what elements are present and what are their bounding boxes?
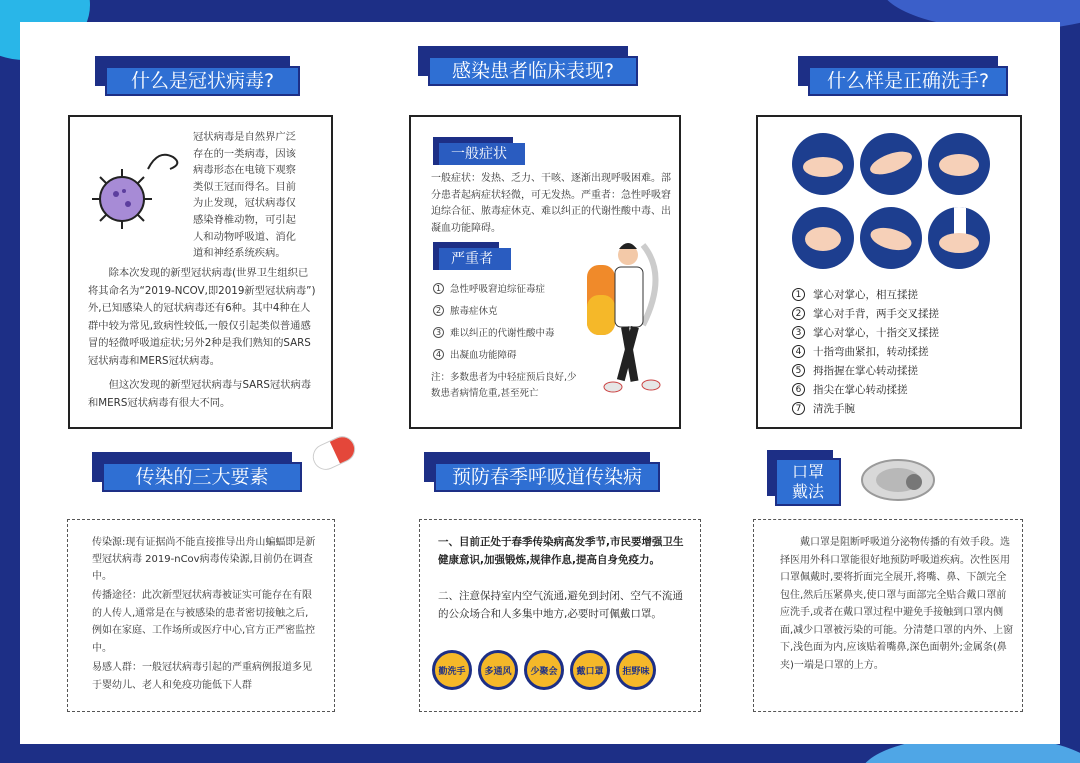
mask-title-line-1: 口罩: [791, 462, 824, 481]
badge-fewer-gatherings: 少聚会: [524, 650, 564, 690]
clinical-title-text: 感染患者临床表现?: [428, 56, 638, 86]
severe-item: 3 难以纠正的代谢性酸中毒: [433, 321, 593, 343]
prevention-point-1: 一、目前正处于春季传染病高发季节,市民要增强卫生健康意识,加强锻炼,规律作息,提高自身免疫力。: [438, 536, 684, 566]
virus-intro-line: 病毒形态在电镜下观察: [193, 164, 296, 177]
transmission-susceptible: 易感人群：一般冠状病毒引起的严重病例报道多见于婴幼儿、老人和免疫功能低下人群: [92, 662, 312, 691]
badge-wear-mask: 戴口罩: [570, 650, 610, 690]
handwash-title-text: 什么样是正确洗手?: [808, 66, 1008, 96]
handwash-steps-list: [792, 285, 1012, 418]
handwash-step-image: [792, 207, 854, 269]
virus-paragraph-2: 除本次发现的新型冠状病毒(世界卫生组织已将其命名为“2019-NCOV,即2019新型冠状病毒”)外,已知感染人的冠状病毒还有6种。其中4种在人群中较为常见,致病性较低,一般仅引起类似普通感冒的轻微呼吸道症状;另外2种是我们熟知的SARS冠状病毒和MERS冠状病毒。: [88, 267, 316, 367]
general-symptoms-text: 一般症状：发热、乏力、干咳、逐渐出现呼吸困难。部分患者起病症状轻微，可无发热。严重者：急性呼吸窘迫综合征、脓毒症休克、难以纠正的代谢性酸中毒、出凝血功能障碍。: [431, 173, 671, 234]
mask-panel: [753, 519, 1023, 712]
virus-paragraph-3: 但这次发现的新型冠状病毒与SARS冠状病毒和MERS冠状病毒有很大不同。: [88, 379, 312, 409]
handwash-panel: [756, 115, 1022, 429]
virus-title-text: 什么是冠状病毒?: [105, 66, 300, 96]
hands-rubbing-icon: [860, 207, 922, 269]
handwash-step: 6 指尖在掌心转动揉搓: [792, 380, 1012, 399]
badge-ventilate: 多通风: [478, 650, 518, 690]
severe-tag: 严重者: [433, 248, 511, 270]
virus-intro-line: 为止发现，冠状病毒仅: [193, 197, 296, 210]
hands-rubbing-icon: [928, 207, 990, 269]
hands-rubbing-icon: [860, 133, 922, 195]
virus-title: [95, 56, 300, 96]
handwash-step-image: [928, 133, 990, 195]
virus-intro-line: 类似王冠而得名。目前: [193, 180, 296, 193]
clinical-panel: [409, 115, 681, 429]
clinical-note: 注：多数患者为中轻症预后良好,少数患者病情危重,甚至死亡: [431, 372, 577, 399]
handwash-step-image: [792, 133, 854, 195]
capsule-pill-icon: [309, 432, 360, 474]
badge-wash-hands: 勤洗手: [432, 650, 472, 690]
hands-rubbing-icon: [928, 133, 990, 195]
handwash-step-image: [860, 207, 922, 269]
prevention-point-2: 二、注意保持室内空气流通,避免到封闭、空气不流通的公众场合和人多集中地方,必要时可佩戴口罩。: [438, 590, 683, 620]
transmission-title-text: 传染的三大要素: [102, 462, 302, 492]
virus-icon: [88, 139, 188, 239]
handwash-step: 3 掌心对掌心，十指交叉揉搓: [792, 323, 1012, 342]
clinical-title: [418, 46, 638, 86]
mask-title: [767, 450, 842, 506]
transmission-route: 传播途径：此次新型冠状病毒被证实可能存在有限的人传人,通常是在与被感染的患者密切接触之后,例如在家庭、工作场所或医疗中心,官方正严密监控中。: [92, 590, 316, 654]
general-symptoms-tag: 一般症状: [433, 143, 525, 165]
severe-item: 2 脓毒症休克: [433, 299, 593, 321]
handwash-step: 7 清洗手腕: [792, 399, 1012, 418]
transmission-title: [92, 452, 302, 492]
badge-no-wildlife: 拒野味: [616, 650, 656, 690]
severe-item: 4 出凝血功能障碍: [433, 343, 593, 365]
mask-instructions: 戴口罩是阻断呼吸道分泌物传播的有效手段。选择医用外科口罩能很好地预防呼吸道疾病。次性医用口罩佩戴时,要将折面完全展开,将嘴、鼻、下颌完全包住,然后压紧鼻夹,使口罩与面部完全贴合戴口罩前应洗手,或者在戴口罩过程中避免手接触到口罩内侧面,减少口罩被污染的可能。分清楚口罩的内外、上窗下,浅色面为内,应该贴着嘴鼻,深色面朝外;金属条(鼻夹)一端是口罩的上方。: [780, 537, 1014, 671]
doctor-spraying-icon: [583, 235, 673, 415]
severe-item: 1 急性呼吸窘迫综征毒症: [433, 277, 593, 299]
virus-intro-line: 人和动物呼吸道、消化: [193, 230, 296, 243]
severe-list: [433, 277, 593, 365]
handwash-step: 5 拇指握在掌心转动揉搓: [792, 361, 1012, 380]
prevention-title: [424, 452, 660, 492]
leaflet-sheet: [20, 22, 1060, 744]
virus-intro-line: 存在的一类病毒，因该: [193, 147, 296, 160]
virus-intro-line: 道和神经系统疾病。: [193, 247, 286, 260]
virus-intro: [193, 129, 325, 262]
virus-panel: [68, 115, 333, 429]
hands-rubbing-icon: [792, 133, 854, 195]
mask-illustration: [858, 454, 938, 504]
transmission-source: 传染源:现有证据尚不能直接推导出舟山蝙蝠即是新型冠状病毒 2019-nCov病毒传染源,目前仍在调查中。: [92, 537, 316, 582]
handwash-step: 2 掌心对手背，两手交叉揉搓: [792, 304, 1012, 323]
virus-intro-line: 感染脊椎动物，可引起: [193, 213, 296, 226]
doctor-illustration: [583, 235, 673, 415]
transmission-panel: [67, 519, 335, 712]
virus-illustration: [88, 139, 188, 239]
virus-intro-line: 冠状病毒是自然界广泛: [193, 131, 296, 143]
prevention-title-text: 预防春季呼吸道传染病: [434, 462, 660, 492]
hands-rubbing-icon: [792, 207, 854, 269]
handwash-step: 1 掌心对掌心，相互揉搓: [792, 285, 1012, 304]
mask-title-line-2: 戴法: [791, 482, 824, 501]
handwash-step: 4 十指弯曲紧扣，转动揉搓: [792, 342, 1012, 361]
face-mask-icon: [858, 454, 938, 504]
prevention-panel: [419, 519, 701, 712]
handwash-step-image: [928, 207, 990, 269]
handwash-title: [798, 56, 1008, 96]
handwash-step-image: [860, 133, 922, 195]
